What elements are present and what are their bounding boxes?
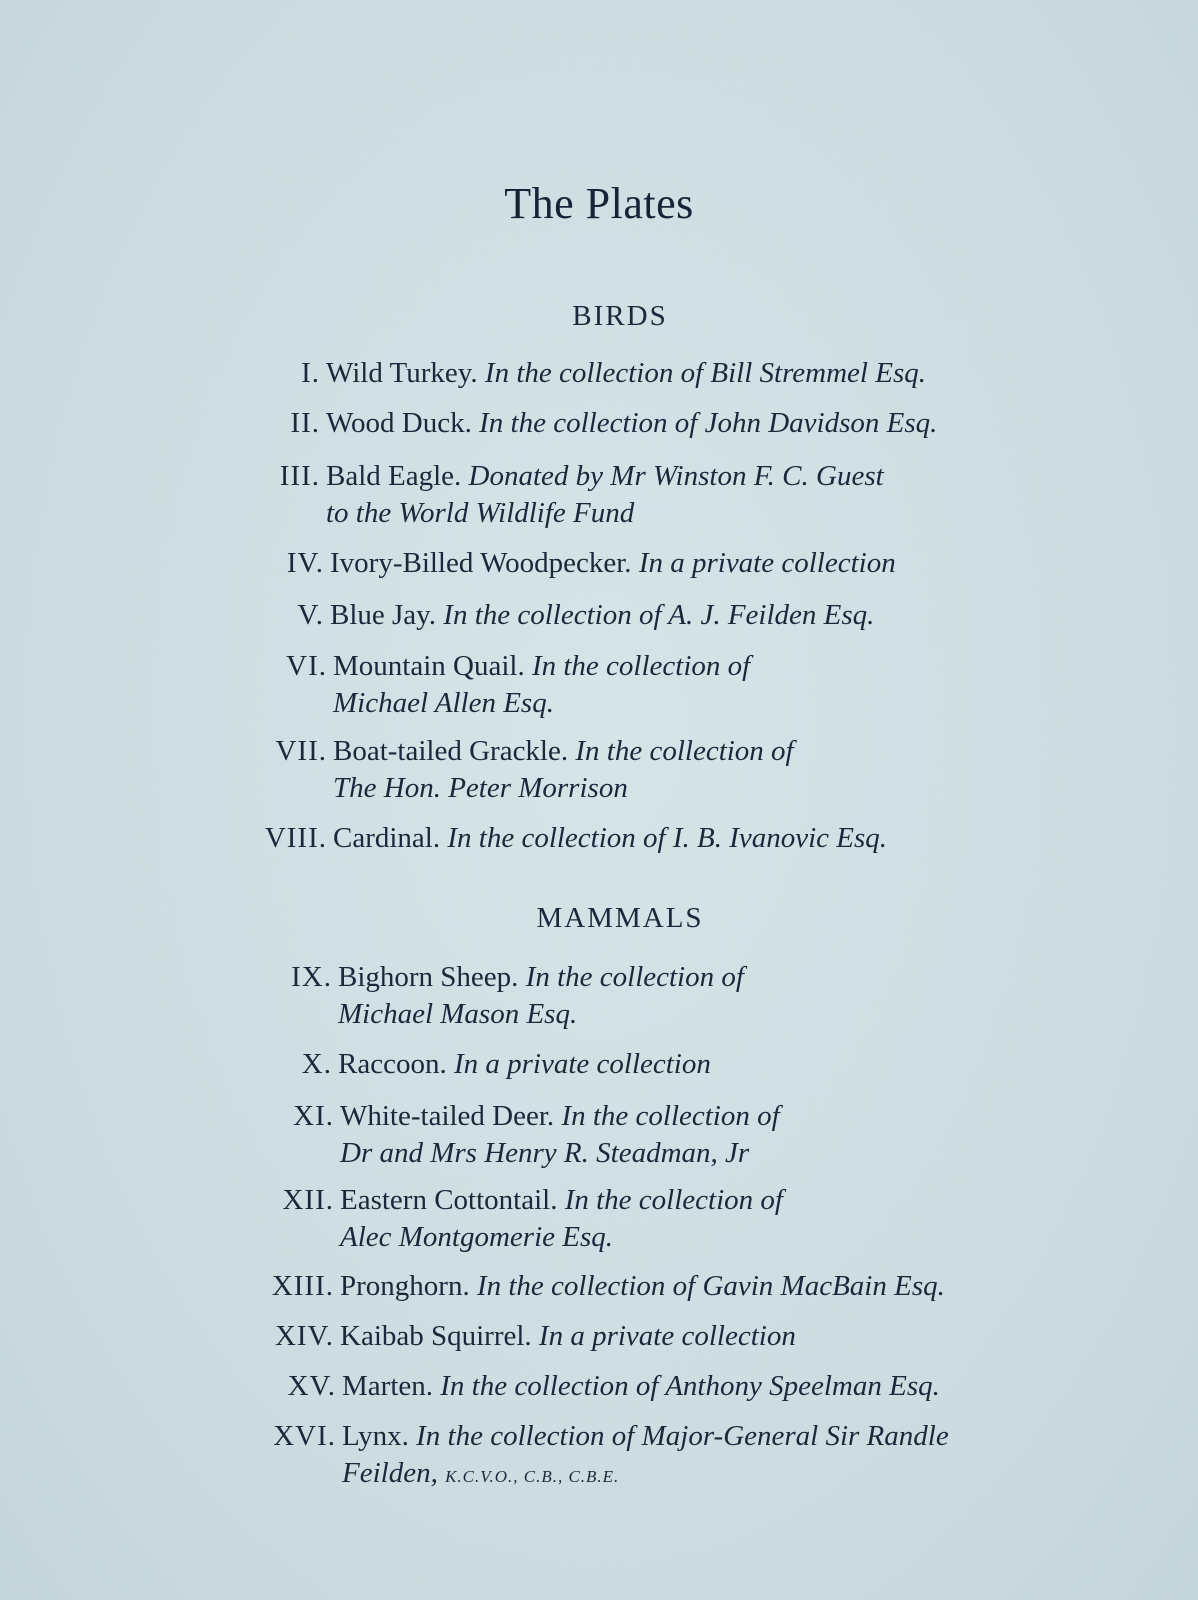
plate-name: Ivory-Billed Woodpecker. <box>330 547 632 579</box>
plate-numeral: XVI. <box>273 1420 336 1452</box>
plate-note: In the collection of Gavin MacBain Esq. <box>476 1270 945 1302</box>
plate-entry <box>271 1268 945 1305</box>
plate-note: In the collection of A. J. Feilden Esq. <box>443 599 875 631</box>
plate-entry <box>286 545 896 582</box>
page-title: The Plates <box>504 179 694 228</box>
plate-name: Wood Duck. <box>326 407 472 439</box>
plate-note: In the collection of Major-General Sir Randle <box>416 1420 949 1452</box>
plate-note-continued: The Hon. Peter Morrison <box>333 772 628 804</box>
plate-note: In the collection of I. B. Ivanovic Esq. <box>447 822 888 854</box>
plate-numeral: VI. <box>286 650 327 682</box>
plate-name: Wild Turkey. <box>326 357 478 389</box>
plate-entry <box>282 1182 783 1256</box>
plate-name: Cardinal. <box>333 822 441 854</box>
plate-numeral: II. <box>290 407 320 439</box>
plate-note-continued: Dr and Mrs Henry R. Steadman, Jr <box>340 1137 750 1169</box>
plate-note: In a private collection <box>538 1320 796 1352</box>
plate-entry <box>287 1368 940 1405</box>
plate-note: In the collection of John Davidson Esq. <box>479 407 938 439</box>
plate-entry <box>274 1318 796 1355</box>
plate-note: In the collection of <box>564 1184 783 1216</box>
plate-name: Mountain Quail. <box>333 650 525 682</box>
plate-note: In the collection of <box>531 650 751 682</box>
plate-note: In the collection of Bill Stremmel Esq. <box>484 357 926 389</box>
plate-name: Kaibab Squirrel. <box>340 1320 532 1352</box>
plate-numeral: V. <box>297 599 324 631</box>
plate-numeral: I. <box>301 357 320 389</box>
plate-note: In the collection of Anthony Speelman Esq. <box>440 1370 940 1402</box>
plate-note: In the collection of <box>525 961 744 993</box>
plate-numeral: XV. <box>287 1370 336 1402</box>
plate-note-continued: to the World Wildlife Fund <box>326 497 635 529</box>
plate-entry <box>279 458 884 532</box>
plate-numeral: XIV. <box>274 1320 334 1352</box>
honours-text: K.C.V.O., C.B., C.B.E. <box>445 1467 620 1486</box>
plate-note: Donated by Mr Winston F. C. Guest <box>468 460 884 492</box>
plate-note: In a private collection <box>453 1048 711 1080</box>
plate-numeral: IV. <box>286 547 324 579</box>
plate-name: White-tailed Deer. <box>340 1100 555 1132</box>
plate-numeral: XIII. <box>271 1270 334 1302</box>
plate-numeral: X. <box>301 1048 332 1080</box>
plate-numeral: VII. <box>275 735 327 767</box>
plate-note-continued: Michael Mason Esq. <box>338 998 578 1030</box>
plate-entry <box>264 820 888 857</box>
plate-note-continued <box>342 1455 949 1495</box>
plate-entry <box>273 1418 949 1495</box>
plate-entry <box>275 733 794 807</box>
plate-note: In the collection of <box>561 1100 780 1132</box>
plate-numeral: VIII. <box>264 822 327 854</box>
plate-name: Lynx. <box>342 1420 409 1452</box>
plate-note-continued: Michael Allen Esq. <box>333 687 554 719</box>
plate-name: Boat-tailed Grackle. <box>333 735 569 767</box>
plate-numeral: IX. <box>291 961 332 993</box>
plate-entry <box>293 1098 780 1172</box>
plate-name: Bald Eagle. <box>326 460 462 492</box>
plate-name: Raccoon. <box>338 1048 447 1080</box>
plate-entry <box>291 959 744 1033</box>
plate-name: Bighorn Sheep. <box>338 961 519 993</box>
section-heading-mammals: MAMMALS <box>536 902 704 934</box>
plate-note: In a private collection <box>638 547 896 579</box>
section-heading-birds: BIRDS <box>572 300 668 332</box>
plate-note-continued-text: Feilden, <box>342 1457 438 1489</box>
plate-entry <box>301 1046 711 1083</box>
plate-name: Blue Jay. <box>330 599 437 631</box>
plate-name: Eastern Cottontail. <box>340 1184 558 1216</box>
plate-entry <box>290 405 938 442</box>
plate-name: Marten. <box>342 1370 433 1402</box>
plate-note: In the collection of <box>575 735 794 767</box>
plate-entry <box>301 355 926 392</box>
plate-name: Pronghorn. <box>340 1270 470 1302</box>
plate-numeral: XII. <box>282 1184 334 1216</box>
plate-entry <box>286 648 751 722</box>
plate-numeral: III. <box>279 460 320 492</box>
plate-entry <box>297 597 875 634</box>
plate-note-continued: Alec Montgomerie Esq. <box>340 1221 614 1253</box>
plate-numeral: XI. <box>293 1100 334 1132</box>
